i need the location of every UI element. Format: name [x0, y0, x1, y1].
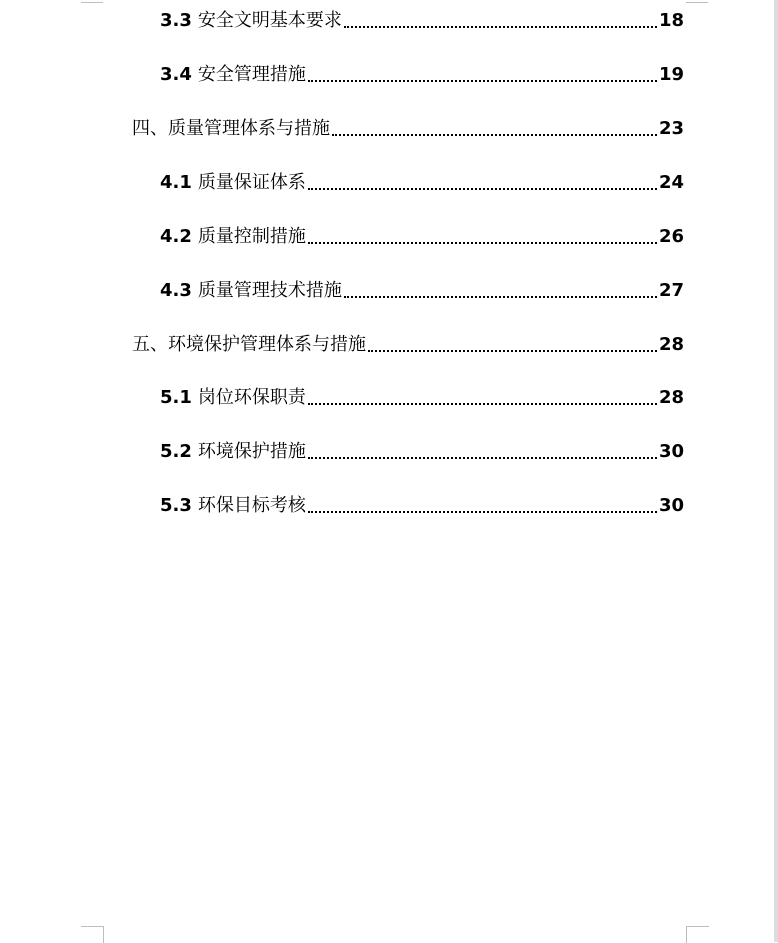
toc-entry[interactable] — [160, 225, 684, 249]
toc-entry[interactable] — [160, 279, 684, 303]
crop-mark-top-left — [81, 0, 103, 3]
toc-entry[interactable] — [160, 9, 684, 33]
toc-entry-title: 安全文明基本要求 — [197, 10, 342, 31]
toc-leader-dots — [308, 242, 657, 244]
toc-entry-title: 质量保证体系 — [197, 172, 306, 193]
toc-entry-number: 五、 — [132, 334, 168, 355]
toc-leader-dots — [368, 350, 657, 352]
toc-entry[interactable] — [160, 171, 684, 195]
toc-entry-page: 23 — [658, 118, 684, 139]
toc-entry-title: 安全管理措施 — [197, 64, 306, 85]
toc-entry-title: 质量管理体系与措施 — [168, 118, 330, 139]
toc-leader-dots — [308, 511, 657, 513]
page-edge — [774, 0, 778, 942]
toc-entry-page: 30 — [658, 495, 684, 516]
toc-entry-page: 28 — [658, 387, 684, 408]
toc-entry-title: 岗位环保职责 — [197, 387, 306, 408]
toc-leader-dots — [332, 134, 657, 136]
toc-entry[interactable] — [160, 386, 684, 410]
toc-entry-number: 4.1 — [160, 172, 192, 193]
toc-leader-dots — [308, 80, 657, 82]
toc-entry[interactable] — [160, 63, 684, 87]
toc-entry-page: 27 — [658, 280, 684, 301]
toc-entry-number: 四、 — [132, 118, 168, 139]
toc-entry[interactable] — [160, 440, 684, 464]
toc-entry-page: 24 — [658, 172, 684, 193]
toc-entry-page: 30 — [658, 441, 684, 462]
toc-entry-number: 4.3 — [160, 280, 192, 301]
toc-leader-dots — [308, 403, 657, 405]
toc-leader-dots — [308, 457, 657, 459]
toc-entry-number: 3.4 — [160, 64, 192, 85]
toc-leader-dots — [344, 26, 657, 28]
toc-entry-title: 环境保护措施 — [197, 441, 306, 462]
toc-entry-number: 5.1 — [160, 387, 192, 408]
toc-entry-number: 3.3 — [160, 10, 192, 31]
toc-leader-dots — [344, 296, 657, 298]
crop-mark-bottom-right — [686, 926, 709, 943]
crop-mark-bottom-left — [81, 926, 104, 943]
toc-entry-page: 26 — [658, 226, 684, 247]
toc-leader-dots — [308, 188, 657, 190]
toc-entry[interactable] — [160, 494, 684, 518]
toc-entry[interactable] — [132, 333, 684, 357]
toc-entry-number: 5.3 — [160, 495, 192, 516]
toc-entry-page: 28 — [658, 334, 684, 355]
toc-entry-number: 5.2 — [160, 441, 192, 462]
crop-mark-top-right — [686, 0, 708, 3]
toc-entry-title: 质量管理技术措施 — [197, 280, 342, 301]
toc-entry-title: 环境保护管理体系与措施 — [168, 334, 366, 355]
toc-entry-page: 19 — [658, 64, 684, 85]
toc-entry-number: 4.2 — [160, 226, 192, 247]
toc-entry-page: 18 — [658, 10, 684, 31]
toc-entry[interactable] — [132, 117, 684, 141]
toc-entry-title: 质量控制措施 — [197, 226, 306, 247]
toc-entry-title: 环保目标考核 — [197, 495, 306, 516]
